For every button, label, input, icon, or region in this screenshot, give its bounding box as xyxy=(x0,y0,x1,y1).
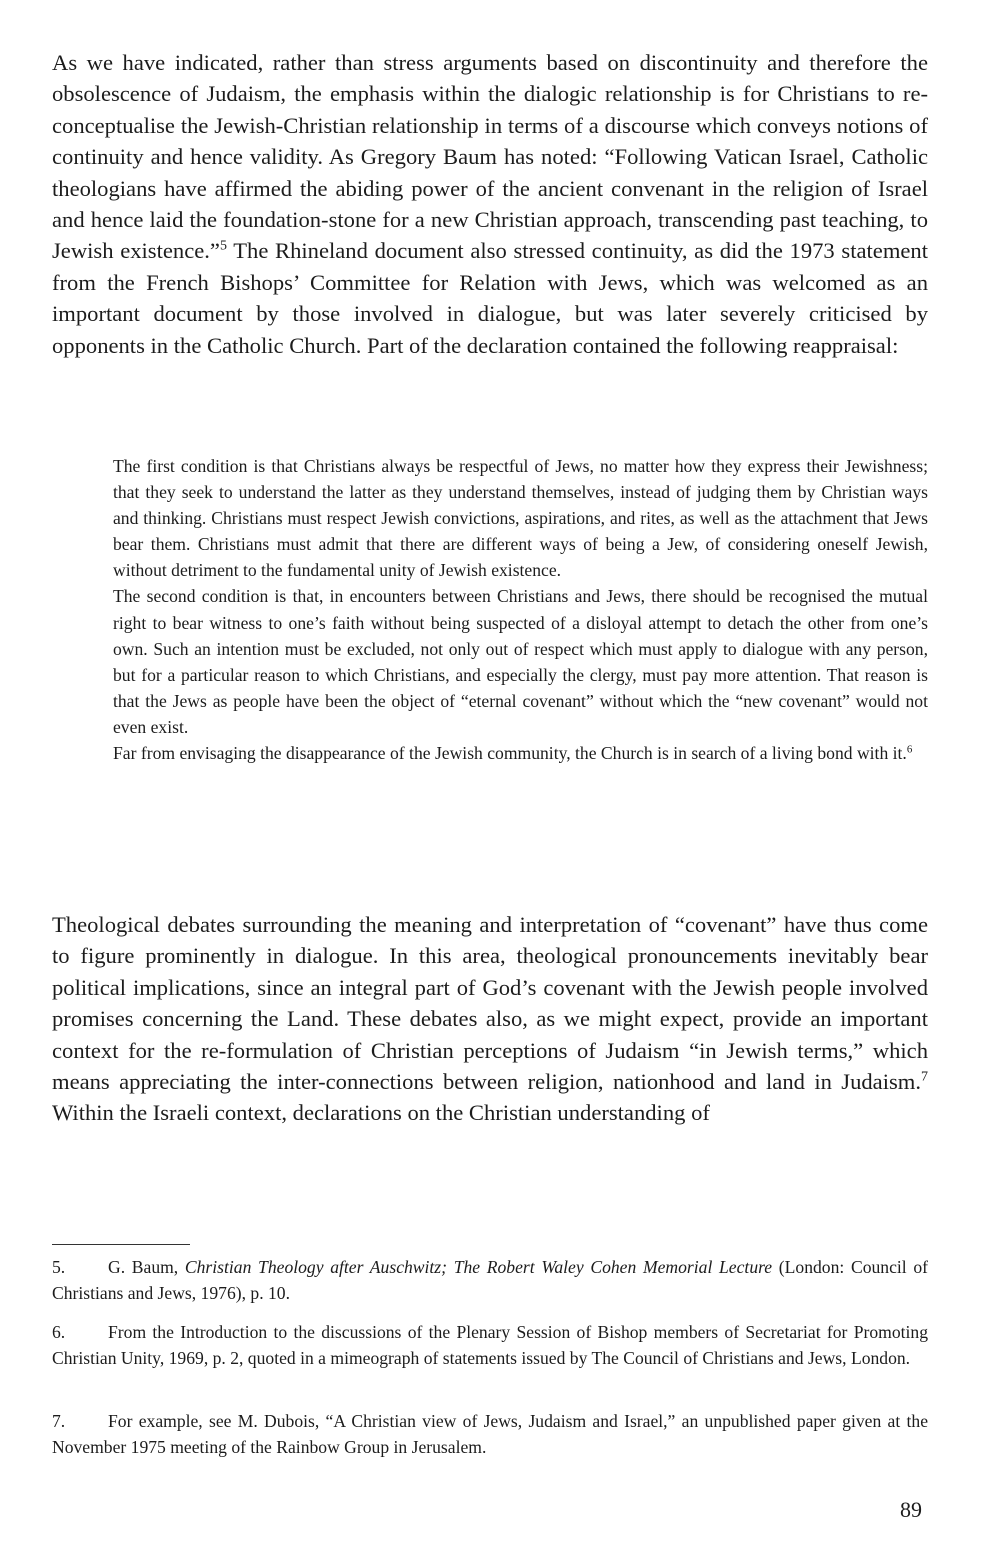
footnote-divider xyxy=(52,1244,190,1245)
quote-paragraph-1: The first condition is that Christians always be respectful of Jews, no matter how they express their Jewishness; that they seek to understand the latter as they understand themselves, instead of judging them by Christian ways and thinking. Christians must respect Jewish convictions, aspirations, and rites, as well as the attachment that Jews bear them. Christians must admit that there are different ways of being a Jew, of considering oneself Jewish, without detriment to the fundamental unity of Jewish existence. xyxy=(113,456,928,581)
footnote-number: 6. xyxy=(52,1322,66,1342)
paragraph-1-text-continued: The Rhineland document also stressed continuity, as did the 1973 statement from the French Bishops’ Committee for Relation with Jews, which was welcomed as an important document by those involved in dialogue, but was later severely criticised by opponents in the Catholic Church. Part of the declaration contained the following reappraisal: xyxy=(52,238,929,358)
quote-paragraph-3-text: Far from envisaging the disappearance of the Jewish community, the Church is in search of a living bond with it. xyxy=(113,743,907,764)
body-paragraph-2 xyxy=(52,909,928,1129)
block-quote xyxy=(113,453,928,766)
footnote-number: 5. xyxy=(52,1257,66,1277)
footnote-text: G. Baum, xyxy=(108,1257,185,1277)
paragraph-2-text-continued: Within the Israeli context, declarations on the Christian understanding of xyxy=(52,1100,710,1126)
footnote-ref-5: 5 xyxy=(219,239,227,255)
footnote-title: Christian Theology after Auschwitz; The Robert Waley Cohen Memorial Lecture xyxy=(184,1257,773,1277)
footnote-5 xyxy=(52,1255,928,1306)
body-paragraph-1 xyxy=(52,47,928,361)
footnote-text: For example, see M. Dubois, “A Christian view of Jews, Judaism and Israel,” an unpublished paper given at the November 1975 meeting of the Rainbow Group in Jerusalem. xyxy=(52,1411,928,1457)
paragraph-2-text: Theological debates surrounding the meaning and interpretation of “covenant” have thus come to figure prominently in dialogue. In this area, theological pronouncements inevitably bear political implications, since an integral part of God’s covenant with the Jewish people involved promises concerning the Land. These debates also, as we might expect, provide an important context for the re-formulation of Christian perceptions of Judaism “in Jewish terms,” which means appreciating the inter-connections between religion, nationhood and land in Judaism. xyxy=(52,912,928,1095)
footnote-text-continued: (London: Council of Christians and Jews, 1976), p. 10. xyxy=(52,1257,929,1303)
page-number: 89 xyxy=(900,1497,922,1522)
footnote-ref-6: 6 xyxy=(906,743,913,756)
footnote-7 xyxy=(52,1409,928,1460)
paragraph-1-text: As we have indicated, rather than stress arguments based on discontinuity and therefore the obsolescence of Judaism, the emphasis within the dialogic relationship is for Christians to re-conceptualise the Jewish-Christian relationship in terms of a discourse which conveys notions of continuity and hence validity. As Gregory Baum has noted: “Following Vatican Israel, Catholic theologians have affirmed the abiding power of the ancient convenant in the religion of Israel and hence laid the foundation-stone for a new Christian approach, transcending past teaching, to Jewish existence.” xyxy=(52,50,928,264)
footnote-number: 7. xyxy=(52,1411,66,1431)
footnote-ref-7: 7 xyxy=(921,1069,928,1085)
quote-paragraph-3 xyxy=(113,740,928,766)
quote-paragraph-2: The second condition is that, in encounters between Christians and Jews, there should be recognised the mutual right to bear witness to one’s faith without being suspected of a disloyal attempt to detach the other from one’s own. Such an intention must be excluded, not only out of respect which must apply to dialogue with any person, but for a particular reason to which Christians, and especially the clergy, must pay more attention. That reason is that the Jews as people have been the object of “eternal covenant” without which the “new covenant” would not even exist. xyxy=(113,586,928,737)
footnote-text: From the Introduction to the discussions of the Plenary Session of Bishop members of Secretariat for Promoting Christian Unity, 1969, p. 2, quoted in a mimeograph of statements issued by The Council of Christians and Jews, London. xyxy=(52,1322,928,1368)
footnote-6 xyxy=(52,1320,928,1371)
